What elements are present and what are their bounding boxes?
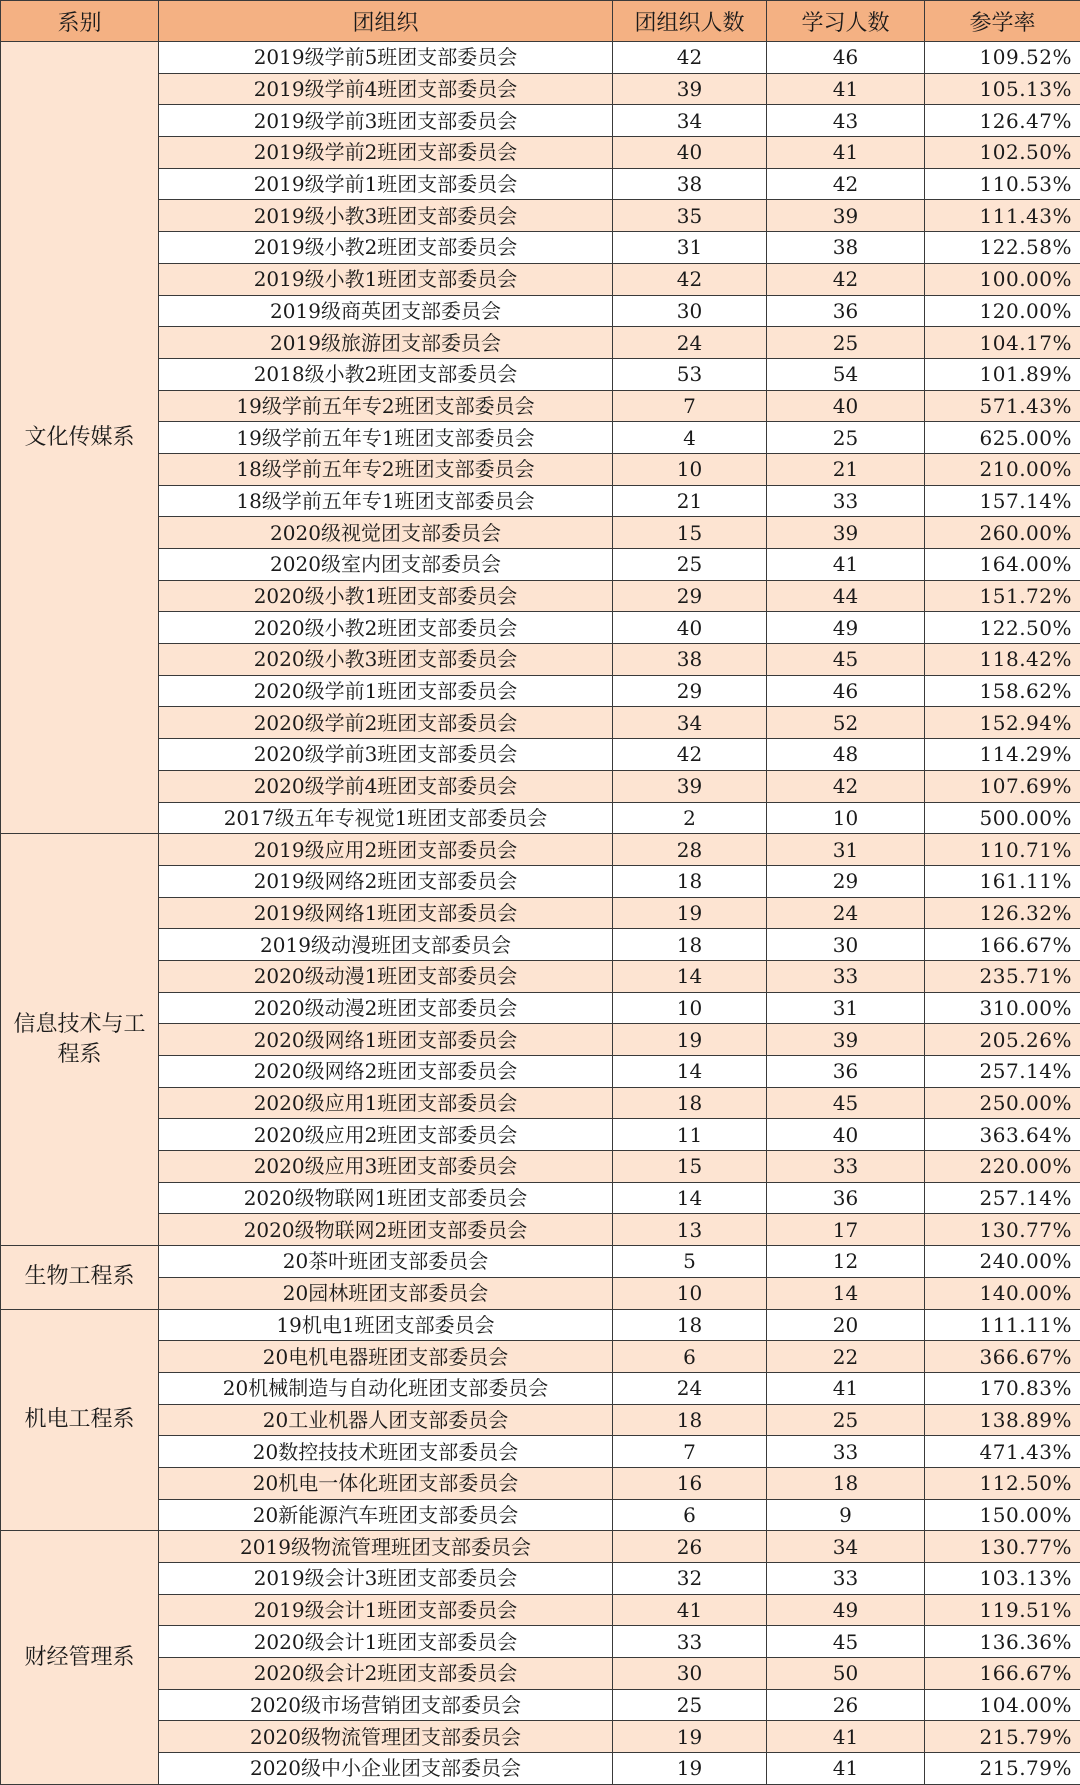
- rate-cell: 126.47%: [925, 105, 1080, 137]
- rate-cell: 109.52%: [925, 42, 1080, 74]
- study-count-cell: 41: [767, 549, 925, 581]
- rate-cell: 101.89%: [925, 358, 1080, 390]
- rate-cell: 122.50%: [925, 612, 1080, 644]
- org-count-cell: 18: [613, 1087, 767, 1119]
- study-count-cell: 22: [767, 1341, 925, 1373]
- rate-cell: 103.13%: [925, 1563, 1080, 1595]
- study-count-cell: 54: [767, 358, 925, 390]
- table-body: [1, 42, 1080, 1785]
- table-row: [1, 1626, 1080, 1658]
- rate-cell: 260.00%: [925, 517, 1080, 549]
- study-count-cell: 33: [767, 1563, 925, 1595]
- study-count-cell: 38: [767, 232, 925, 264]
- org-cell: 2019级网络1班团支部委员会: [159, 897, 613, 929]
- table-row: [1, 1467, 1080, 1499]
- study-count-cell: 14: [767, 1277, 925, 1309]
- header-org: 团组织: [159, 1, 613, 42]
- rate-cell: 112.50%: [925, 1467, 1080, 1499]
- header-rate: 参学率: [925, 1, 1080, 42]
- rate-cell: 220.00%: [925, 1151, 1080, 1183]
- rate-cell: 157.14%: [925, 485, 1080, 517]
- rate-cell: 161.11%: [925, 865, 1080, 897]
- study-count-cell: 33: [767, 485, 925, 517]
- rate-cell: 152.94%: [925, 707, 1080, 739]
- table-row: [1, 517, 1080, 549]
- rate-cell: 625.00%: [925, 422, 1080, 454]
- study-count-cell: 9: [767, 1499, 925, 1531]
- study-count-cell: 42: [767, 168, 925, 200]
- study-count-cell: 25: [767, 422, 925, 454]
- department-cell: 生物工程系: [1, 1246, 159, 1309]
- org-cell: 2019级小教2班团支部委员会: [159, 232, 613, 264]
- org-count-cell: 19: [613, 1753, 767, 1785]
- org-count-cell: 6: [613, 1499, 767, 1531]
- table-row: [1, 168, 1080, 200]
- org-cell: 2018级小教2班团支部委员会: [159, 358, 613, 390]
- org-count-cell: 14: [613, 1182, 767, 1214]
- study-count-cell: 20: [767, 1309, 925, 1341]
- org-count-cell: 10: [613, 453, 767, 485]
- org-count-cell: 40: [613, 137, 767, 169]
- org-cell: 2020级物联网1班团支部委员会: [159, 1182, 613, 1214]
- study-count-cell: 36: [767, 1182, 925, 1214]
- org-cell: 2020级动漫1班团支部委员会: [159, 960, 613, 992]
- org-count-cell: 25: [613, 1689, 767, 1721]
- org-cell: 2019级动漫班团支部委员会: [159, 929, 613, 961]
- study-count-cell: 21: [767, 453, 925, 485]
- rate-cell: 257.14%: [925, 1182, 1080, 1214]
- org-cell: 2019级学前1班团支部委员会: [159, 168, 613, 200]
- org-count-cell: 24: [613, 1372, 767, 1404]
- study-count-cell: 45: [767, 644, 925, 676]
- org-count-cell: 15: [613, 1151, 767, 1183]
- rate-cell: 571.43%: [925, 390, 1080, 422]
- study-count-cell: 43: [767, 105, 925, 137]
- rate-cell: 166.67%: [925, 1658, 1080, 1690]
- table-row: [1, 739, 1080, 771]
- org-cell: 20新能源汽车班团支部委员会: [159, 1499, 613, 1531]
- org-cell: 19级学前五年专2班团支部委员会: [159, 390, 613, 422]
- study-count-cell: 45: [767, 1087, 925, 1119]
- org-count-cell: 6: [613, 1341, 767, 1373]
- table-row: [1, 1531, 1080, 1563]
- org-cell: 20电机电器班团支部委员会: [159, 1341, 613, 1373]
- org-count-cell: 39: [613, 73, 767, 105]
- org-count-cell: 15: [613, 517, 767, 549]
- org-count-cell: 53: [613, 358, 767, 390]
- org-count-cell: 14: [613, 1056, 767, 1088]
- study-count-cell: 41: [767, 137, 925, 169]
- org-count-cell: 42: [613, 42, 767, 74]
- org-cell: 2019级应用2班团支部委员会: [159, 834, 613, 866]
- rate-cell: 130.77%: [925, 1531, 1080, 1563]
- org-cell: 18级学前五年专2班团支部委员会: [159, 453, 613, 485]
- study-count-cell: 49: [767, 612, 925, 644]
- study-count-cell: 52: [767, 707, 925, 739]
- org-count-cell: 10: [613, 992, 767, 1024]
- table-row: [1, 1753, 1080, 1785]
- org-cell: 2020级应用3班团支部委员会: [159, 1151, 613, 1183]
- table-row: [1, 1277, 1080, 1309]
- table-row: [1, 1689, 1080, 1721]
- table-row: [1, 1341, 1080, 1373]
- org-cell: 2019级会计3班团支部委员会: [159, 1563, 613, 1595]
- org-count-cell: 38: [613, 168, 767, 200]
- org-cell: 19机电1班团支部委员会: [159, 1309, 613, 1341]
- org-count-cell: 28: [613, 834, 767, 866]
- rate-cell: 122.58%: [925, 232, 1080, 264]
- org-cell: 2020级室内团支部委员会: [159, 549, 613, 581]
- study-count-cell: 46: [767, 675, 925, 707]
- table-row: [1, 644, 1080, 676]
- rate-cell: 104.17%: [925, 327, 1080, 359]
- rate-cell: 210.00%: [925, 453, 1080, 485]
- department-cell: 文化传媒系: [1, 42, 159, 834]
- study-count-cell: 41: [767, 1753, 925, 1785]
- table-row: [1, 327, 1080, 359]
- org-count-cell: 30: [613, 1658, 767, 1690]
- table-row: [1, 1246, 1080, 1278]
- study-count-cell: 41: [767, 73, 925, 105]
- table-row: [1, 1658, 1080, 1690]
- table-row: [1, 1056, 1080, 1088]
- rate-cell: 215.79%: [925, 1753, 1080, 1785]
- org-count-cell: 11: [613, 1119, 767, 1151]
- table-row: [1, 232, 1080, 264]
- org-cell: 2020级中小企业团支部委员会: [159, 1753, 613, 1785]
- org-cell: 2020级应用2班团支部委员会: [159, 1119, 613, 1151]
- study-count-cell: 33: [767, 1436, 925, 1468]
- study-count-cell: 40: [767, 390, 925, 422]
- org-count-cell: 40: [613, 612, 767, 644]
- rate-cell: 126.32%: [925, 897, 1080, 929]
- org-count-cell: 31: [613, 232, 767, 264]
- rate-cell: 111.11%: [925, 1309, 1080, 1341]
- rate-cell: 235.71%: [925, 960, 1080, 992]
- study-count-cell: 45: [767, 1626, 925, 1658]
- study-count-cell: 50: [767, 1658, 925, 1690]
- table-row: [1, 897, 1080, 929]
- rate-cell: 111.43%: [925, 200, 1080, 232]
- org-count-cell: 24: [613, 327, 767, 359]
- org-cell: 20园林班团支部委员会: [159, 1277, 613, 1309]
- org-cell: 2017级五年专视觉1班团支部委员会: [159, 802, 613, 834]
- table-row: [1, 1024, 1080, 1056]
- org-count-cell: 26: [613, 1531, 767, 1563]
- rate-cell: 119.51%: [925, 1594, 1080, 1626]
- study-count-cell: 42: [767, 770, 925, 802]
- org-cell: 2019级学前4班团支部委员会: [159, 73, 613, 105]
- rate-cell: 120.00%: [925, 295, 1080, 327]
- rate-cell: 158.62%: [925, 675, 1080, 707]
- org-cell: 2020级网络2班团支部委员会: [159, 1056, 613, 1088]
- table-row: [1, 1309, 1080, 1341]
- header-dept: 系别: [1, 1, 159, 42]
- org-cell: 2020级视觉团支部委员会: [159, 517, 613, 549]
- study-count-cell: 39: [767, 200, 925, 232]
- table-row: [1, 1087, 1080, 1119]
- table-row: [1, 73, 1080, 105]
- org-cell: 2020级会计1班团支部委员会: [159, 1626, 613, 1658]
- study-count-cell: 49: [767, 1594, 925, 1626]
- org-count-cell: 30: [613, 295, 767, 327]
- table-row: [1, 1436, 1080, 1468]
- rate-cell: 102.50%: [925, 137, 1080, 169]
- org-cell: 2019级小教3班团支部委员会: [159, 200, 613, 232]
- study-count-cell: 46: [767, 42, 925, 74]
- org-cell: 20工业机器人团支部委员会: [159, 1404, 613, 1436]
- org-cell: 2019级学前3班团支部委员会: [159, 105, 613, 137]
- rate-cell: 363.64%: [925, 1119, 1080, 1151]
- org-cell: 2019级商英团支部委员会: [159, 295, 613, 327]
- org-cell: 2020级学前2班团支部委员会: [159, 707, 613, 739]
- org-count-cell: 21: [613, 485, 767, 517]
- org-cell: 2019级学前2班团支部委员会: [159, 137, 613, 169]
- org-count-cell: 18: [613, 865, 767, 897]
- study-count-cell: 12: [767, 1246, 925, 1278]
- table-row: [1, 802, 1080, 834]
- org-count-cell: 39: [613, 770, 767, 802]
- table-row: [1, 1721, 1080, 1753]
- table-row: [1, 960, 1080, 992]
- org-cell: 2019级小教1班团支部委员会: [159, 263, 613, 295]
- org-cell: 20机械制造与自动化班团支部委员会: [159, 1372, 613, 1404]
- table-row: [1, 295, 1080, 327]
- org-count-cell: 7: [613, 1436, 767, 1468]
- study-count-cell: 24: [767, 897, 925, 929]
- org-count-cell: 19: [613, 897, 767, 929]
- org-count-cell: 10: [613, 1277, 767, 1309]
- table-row: [1, 929, 1080, 961]
- study-count-cell: 34: [767, 1531, 925, 1563]
- org-count-cell: 32: [613, 1563, 767, 1595]
- study-count-cell: 26: [767, 1689, 925, 1721]
- rate-cell: 166.67%: [925, 929, 1080, 961]
- rate-cell: 310.00%: [925, 992, 1080, 1024]
- org-count-cell: 42: [613, 739, 767, 771]
- table-row: [1, 263, 1080, 295]
- study-count-cell: 17: [767, 1214, 925, 1246]
- study-count-cell: 10: [767, 802, 925, 834]
- rate-cell: 164.00%: [925, 549, 1080, 581]
- org-count-cell: 18: [613, 1309, 767, 1341]
- rate-cell: 136.36%: [925, 1626, 1080, 1658]
- study-count-cell: 41: [767, 1721, 925, 1753]
- rate-cell: 105.13%: [925, 73, 1080, 105]
- table-row: [1, 105, 1080, 137]
- org-count-cell: 18: [613, 1404, 767, 1436]
- table-row: [1, 1594, 1080, 1626]
- rate-cell: 500.00%: [925, 802, 1080, 834]
- org-count-cell: 38: [613, 644, 767, 676]
- org-count-cell: 18: [613, 929, 767, 961]
- table-row: [1, 485, 1080, 517]
- study-count-cell: 36: [767, 295, 925, 327]
- org-count-cell: 16: [613, 1467, 767, 1499]
- org-count-cell: 2: [613, 802, 767, 834]
- org-cell: 2019级旅游团支部委员会: [159, 327, 613, 359]
- org-cell: 2020级小教1班团支部委员会: [159, 580, 613, 612]
- org-cell: 20茶叶班团支部委员会: [159, 1246, 613, 1278]
- table-row: [1, 1404, 1080, 1436]
- study-count-cell: 25: [767, 327, 925, 359]
- rate-cell: 140.00%: [925, 1277, 1080, 1309]
- org-count-cell: 34: [613, 707, 767, 739]
- study-count-cell: 31: [767, 834, 925, 866]
- org-count-cell: 33: [613, 1626, 767, 1658]
- org-cell: 2020级会计2班团支部委员会: [159, 1658, 613, 1690]
- org-count-cell: 19: [613, 1721, 767, 1753]
- rate-cell: 151.72%: [925, 580, 1080, 612]
- rate-cell: 100.00%: [925, 263, 1080, 295]
- department-cell: 机电工程系: [1, 1309, 159, 1531]
- study-count-cell: 33: [767, 1151, 925, 1183]
- rate-cell: 366.67%: [925, 1341, 1080, 1373]
- study-count-cell: 31: [767, 992, 925, 1024]
- org-cell: 2020级小教2班团支部委员会: [159, 612, 613, 644]
- table-row: [1, 549, 1080, 581]
- org-cell: 2020级动漫2班团支部委员会: [159, 992, 613, 1024]
- table-row: [1, 453, 1080, 485]
- table-row: [1, 358, 1080, 390]
- org-count-cell: 29: [613, 580, 767, 612]
- table-row: [1, 137, 1080, 169]
- table-row: [1, 770, 1080, 802]
- org-count-cell: 4: [613, 422, 767, 454]
- study-count-cell: 40: [767, 1119, 925, 1151]
- table-row: [1, 1214, 1080, 1246]
- rate-cell: 250.00%: [925, 1087, 1080, 1119]
- org-count-cell: 13: [613, 1214, 767, 1246]
- table-row: [1, 422, 1080, 454]
- table-row: [1, 200, 1080, 232]
- header-study-count: 学习人数: [767, 1, 925, 42]
- rate-cell: 118.42%: [925, 644, 1080, 676]
- study-count-cell: 33: [767, 960, 925, 992]
- org-cell: 20数控技技术班团支部委员会: [159, 1436, 613, 1468]
- org-count-cell: 7: [613, 390, 767, 422]
- table-row: [1, 1372, 1080, 1404]
- org-count-cell: 14: [613, 960, 767, 992]
- table-row: [1, 1499, 1080, 1531]
- org-count-cell: 25: [613, 549, 767, 581]
- rate-cell: 104.00%: [925, 1689, 1080, 1721]
- header-row: [1, 1, 1080, 42]
- rate-cell: 170.83%: [925, 1372, 1080, 1404]
- study-count-cell: 42: [767, 263, 925, 295]
- table-row: [1, 834, 1080, 866]
- rate-cell: 110.71%: [925, 834, 1080, 866]
- rate-cell: 114.29%: [925, 739, 1080, 771]
- org-cell: 2020级市场营销团支部委员会: [159, 1689, 613, 1721]
- org-cell: 20机电一体化班团支部委员会: [159, 1467, 613, 1499]
- org-cell: 2020级小教3班团支部委员会: [159, 644, 613, 676]
- org-cell: 2020级学前3班团支部委员会: [159, 739, 613, 771]
- study-count-cell: 39: [767, 1024, 925, 1056]
- study-count-cell: 30: [767, 929, 925, 961]
- rate-cell: 471.43%: [925, 1436, 1080, 1468]
- rate-cell: 107.69%: [925, 770, 1080, 802]
- rate-cell: 130.77%: [925, 1214, 1080, 1246]
- table-row: [1, 580, 1080, 612]
- org-count-cell: 29: [613, 675, 767, 707]
- org-cell: 2019级物流管理班团支部委员会: [159, 1531, 613, 1563]
- study-count-cell: 18: [767, 1467, 925, 1499]
- table-row: [1, 1151, 1080, 1183]
- table-row: [1, 612, 1080, 644]
- study-count-cell: 39: [767, 517, 925, 549]
- table-row: [1, 390, 1080, 422]
- org-count-cell: 5: [613, 1246, 767, 1278]
- table-row: [1, 1563, 1080, 1595]
- table-row: [1, 42, 1080, 74]
- org-count-cell: 34: [613, 105, 767, 137]
- table-row: [1, 992, 1080, 1024]
- table-row: [1, 675, 1080, 707]
- rate-cell: 110.53%: [925, 168, 1080, 200]
- table-row: [1, 865, 1080, 897]
- study-count-cell: 29: [767, 865, 925, 897]
- org-cell: 19级学前五年专1班团支部委员会: [159, 422, 613, 454]
- study-count-cell: 48: [767, 739, 925, 771]
- org-count-cell: 35: [613, 200, 767, 232]
- rate-cell: 138.89%: [925, 1404, 1080, 1436]
- org-cell: 2019级会计1班团支部委员会: [159, 1594, 613, 1626]
- org-cell: 2019级网络2班团支部委员会: [159, 865, 613, 897]
- org-cell: 2020级网络1班团支部委员会: [159, 1024, 613, 1056]
- table-row: [1, 1119, 1080, 1151]
- study-count-cell: 44: [767, 580, 925, 612]
- study-count-cell: 36: [767, 1056, 925, 1088]
- table-row: [1, 707, 1080, 739]
- rate-cell: 257.14%: [925, 1056, 1080, 1088]
- study-count-cell: 41: [767, 1372, 925, 1404]
- org-count-cell: 42: [613, 263, 767, 295]
- rate-cell: 205.26%: [925, 1024, 1080, 1056]
- org-cell: 2019级学前5班团支部委员会: [159, 42, 613, 74]
- table-row: [1, 1182, 1080, 1214]
- header-org-count: 团组织人数: [613, 1, 767, 42]
- rate-cell: 240.00%: [925, 1246, 1080, 1278]
- org-count-cell: 41: [613, 1594, 767, 1626]
- org-cell: 2020级学前1班团支部委员会: [159, 675, 613, 707]
- rate-cell: 215.79%: [925, 1721, 1080, 1753]
- study-count-cell: 25: [767, 1404, 925, 1436]
- org-cell: 2020级应用1班团支部委员会: [159, 1087, 613, 1119]
- department-cell: 信息技术与工程系: [1, 834, 159, 1246]
- org-cell: 2020级物联网2班团支部委员会: [159, 1214, 613, 1246]
- org-count-cell: 19: [613, 1024, 767, 1056]
- org-cell: 2020级物流管理团支部委员会: [159, 1721, 613, 1753]
- org-cell: 18级学前五年专1班团支部委员会: [159, 485, 613, 517]
- org-cell: 2020级学前4班团支部委员会: [159, 770, 613, 802]
- rate-cell: 150.00%: [925, 1499, 1080, 1531]
- department-cell: 财经管理系: [1, 1531, 159, 1785]
